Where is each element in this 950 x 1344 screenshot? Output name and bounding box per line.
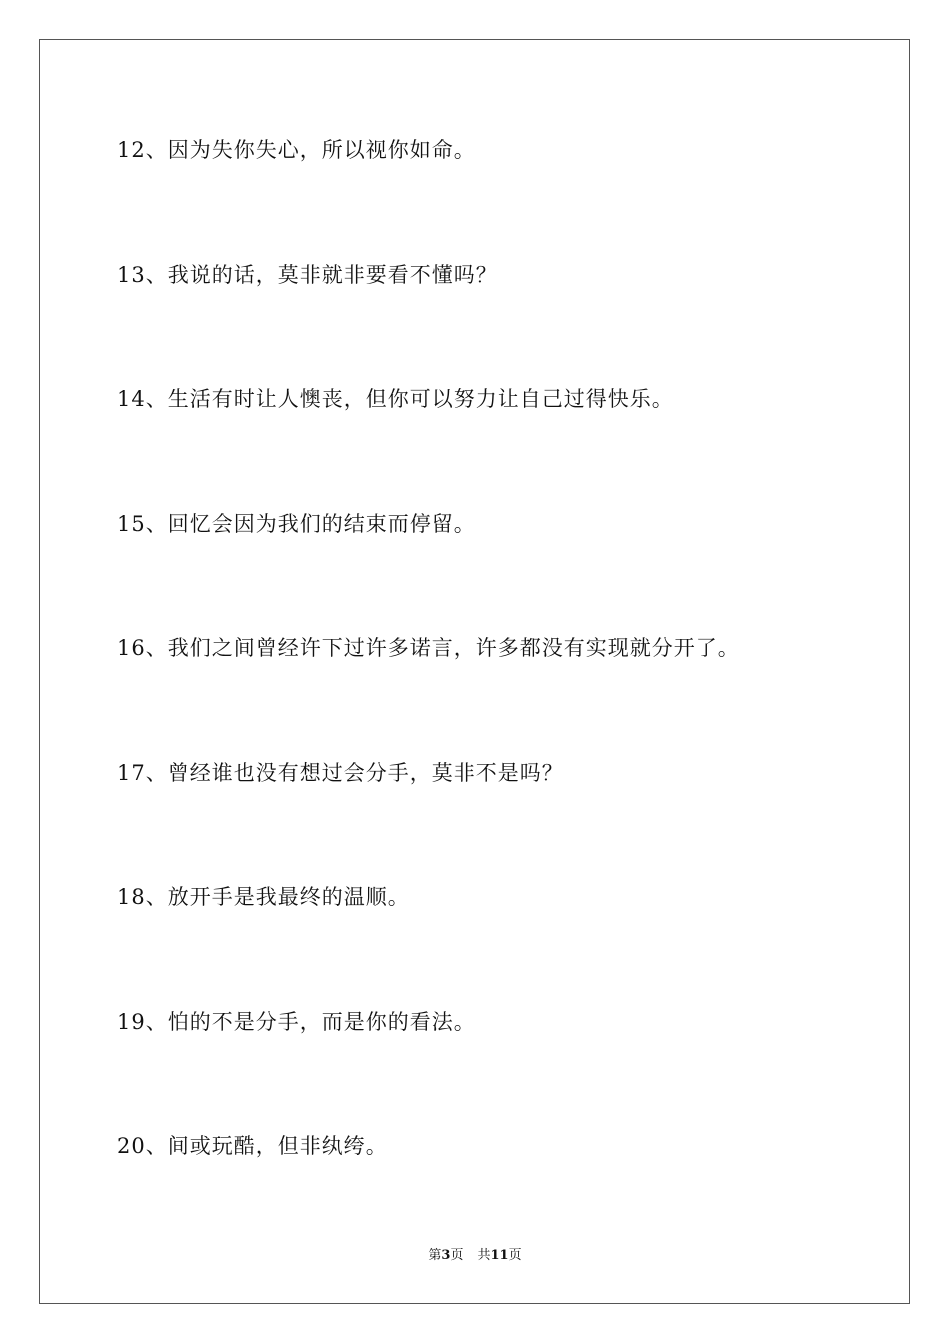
- current-page-number: 3: [441, 1248, 451, 1263]
- item-text: 我说的话，莫非就非要看不懂吗？: [167, 263, 498, 287]
- item-number: 19: [117, 1010, 146, 1034]
- item-text: 因为失你失心，所以视你如命。: [167, 138, 476, 162]
- list-item: [117, 137, 476, 163]
- item-text: 我们之间曾经许下过许多诺言，许多都没有实现就分开了。: [167, 636, 740, 660]
- item-separator: 、: [145, 761, 168, 785]
- item-separator: 、: [145, 1134, 168, 1158]
- item-text: 间或玩酷，但非纨绔。: [167, 1134, 388, 1158]
- page-frame: [39, 39, 910, 1304]
- item-text: 放开手是我最终的温顺。: [167, 885, 410, 909]
- item-number: 16: [117, 636, 146, 660]
- list-item: [117, 386, 674, 412]
- item-separator: 、: [145, 387, 168, 411]
- page-prefix: 第: [428, 1248, 442, 1263]
- item-separator: 、: [145, 512, 168, 536]
- item-text: 回忆会因为我们的结束而停留。: [167, 512, 476, 536]
- item-text: 生活有时让人懊丧，但你可以努力让自己过得快乐。: [167, 387, 674, 411]
- item-separator: 、: [145, 1010, 168, 1034]
- total-page-number: 11: [490, 1248, 509, 1263]
- item-number: 12: [117, 138, 146, 162]
- item-text: 怕的不是分手，而是你的看法。: [167, 1010, 476, 1034]
- list-item: [117, 884, 410, 910]
- item-number: 17: [117, 761, 146, 785]
- list-item: [117, 760, 564, 786]
- page-footer: [0, 1247, 950, 1265]
- item-number: 18: [117, 885, 146, 909]
- item-separator: 、: [145, 636, 168, 660]
- list-item: [117, 262, 498, 288]
- list-item: [117, 1133, 388, 1159]
- item-number: 20: [117, 1134, 146, 1158]
- item-number: 15: [117, 512, 146, 536]
- total-suffix: 页: [508, 1248, 522, 1263]
- item-separator: 、: [145, 138, 168, 162]
- list-item: [117, 511, 476, 537]
- item-separator: 、: [145, 885, 168, 909]
- list-item: [117, 635, 740, 661]
- item-number: 13: [117, 263, 146, 287]
- item-separator: 、: [145, 263, 168, 287]
- total-prefix: 共: [477, 1248, 491, 1263]
- list-item: [117, 1009, 476, 1035]
- page-suffix: 页: [450, 1248, 464, 1263]
- item-number: 14: [117, 387, 146, 411]
- item-text: 曾经谁也没有想过会分手，莫非不是吗？: [167, 761, 564, 785]
